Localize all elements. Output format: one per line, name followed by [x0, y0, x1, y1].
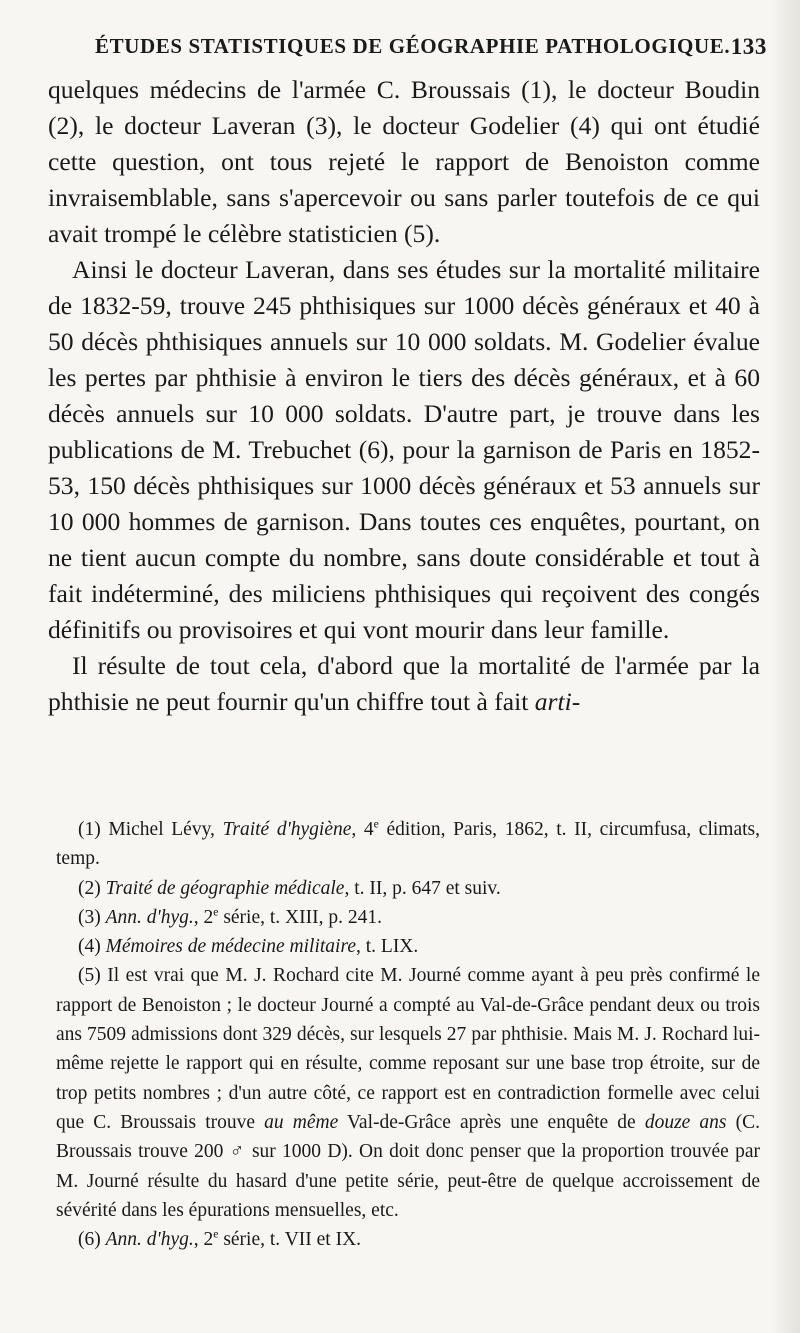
footnote-1 — [56, 815, 760, 874]
running-head — [95, 34, 767, 66]
footnote-4-rest: , t. LIX. — [355, 936, 419, 958]
footnote-1-title: Traité d'hygiène — [222, 819, 352, 840]
footnote-2 — [56, 874, 760, 903]
scan-shadow-edge — [770, 0, 800, 1333]
footnote-4-marker: (4) — [78, 936, 106, 958]
footnote-5-text-b: Val-de-Grâce après une enquête de — [338, 1111, 645, 1133]
paragraph-1: quelques médecins de l'armée C. Broussais (1), le docteur Boudin (2), le docteur Laveran (3), le docteur Godelier (4) qui ont étudié cette question, ont tous rejeté le rapport de Benoiston comme invraisemblable, sans s'apercevoir ou sans parler toutefois de ce qui avait trompé le célèbre statisticien (5). — [48, 75, 760, 248]
footnote-2-marker: (2) — [78, 877, 106, 899]
main-text — [48, 72, 760, 720]
running-title: ÉTUDES STATISTIQUES DE GÉOGRAPHIE PATHOLOGIQUE. — [95, 34, 731, 58]
footnote-1-marker: (1) Michel Lévy, — [78, 819, 223, 840]
footnote-5-italic-2: douze ans — [644, 1111, 727, 1133]
paragraph-3-text: Il résulte de tout cela, d'abord que la mortalité de l'armée par la phthisie ne peut fournir qu'un chiffre tout à fait — [48, 651, 760, 716]
footnote-1-sup: e — [373, 817, 379, 831]
footnote-6-rest: série, t. VII et IX. — [218, 1229, 362, 1251]
footnote-5-italic-1: au même — [264, 1111, 339, 1133]
footnote-5-text-c: (C. Broussais trouve 200 ♂ sur 1000 D). On doit donc penser que la proportion trouvée par M. Journé résulte du hasard d'une petite série, peut-être de quelque accroissement de sévérité dans les épurations mensuelles, etc. — [56, 1111, 760, 1221]
footnote-3-sup: e — [213, 905, 219, 919]
paragraph-2: Ainsi le docteur Laveran, dans ses études sur la mortalité militaire de 1832-59, trouve 245 phthisiques sur 1000 décès généraux et 40 à 50 décès phthisiques annuels sur 10 000 soldats. M. Godelier évalue les pertes par phthisie à environ le tiers des décès généraux, et à 60 décès annuels sur 10 000 soldats. D'autre part, je trouve dans les publications de M. Trebuchet (6), pour la garnison de Paris en 1852-53, 150 décès phthisiques sur 1000 décès généraux et 53 annuels sur 10 000 hommes de garnison. Dans toutes ces enquêtes, pourtant, on ne tient aucun compte du nombre, sans doute considérable et tout à fait indéterminé, des miliciens phthisiques qui reçoivent des congés définitifs ou provisoires et qui vont mourir dans leur famille. — [48, 255, 760, 644]
footnote-1-rest: édition, Paris, 1862, t. II, circumfusa, climats, temp. — [56, 819, 761, 870]
footnote-3-rest: série, t. XIII, p. 241. — [218, 906, 382, 928]
footnote-6 — [56, 1225, 760, 1254]
footnote-3-title: Ann. d'hyg. — [105, 906, 194, 928]
footnote-6-series: , 2 — [193, 1229, 214, 1251]
footnote-3 — [56, 903, 760, 932]
page-number: 133 — [730, 34, 767, 59]
footnote-3-marker: (3) — [78, 906, 106, 928]
footnote-1-edition: , 4 — [351, 819, 374, 840]
footnote-4-title: Mémoires de médecine militaire — [105, 936, 356, 958]
footnotes — [56, 815, 760, 1254]
footnote-5 — [56, 961, 760, 1225]
footnote-3-series: , 2 — [193, 906, 214, 928]
footnote-4 — [56, 932, 760, 961]
paragraph-3-italic: arti- — [534, 687, 581, 716]
footnote-6-marker: (6) — [78, 1229, 106, 1251]
footnote-6-title: Ann. d'hyg. — [105, 1229, 194, 1251]
footnote-2-rest: , t. II, p. 647 et suiv. — [344, 877, 501, 899]
footnote-2-title: Traité de géographie médicale — [105, 877, 345, 899]
footnote-5-text-a: (5) Il est vrai que M. J. Rochard cite M. Journé comme ayant à peu près confirmé le rapport de Benoiston ; le docteur Journé a compté au Val-de-Grâce pendant deux ou trois ans 7509 admissions dont 329 décès, sur lesquels 27 par phthisie. Mais M. J. Rochard lui-même rejette le rapport qui en résulte, comme reposant sur une base trop étroite, sur de trop petits nombres ; d'un autre côté, ce rapport est en contradiction formelle avec celui que C. Broussais trouve — [56, 965, 760, 1133]
footnote-6-sup: e — [213, 1227, 219, 1241]
paragraph-3 — [48, 648, 760, 720]
